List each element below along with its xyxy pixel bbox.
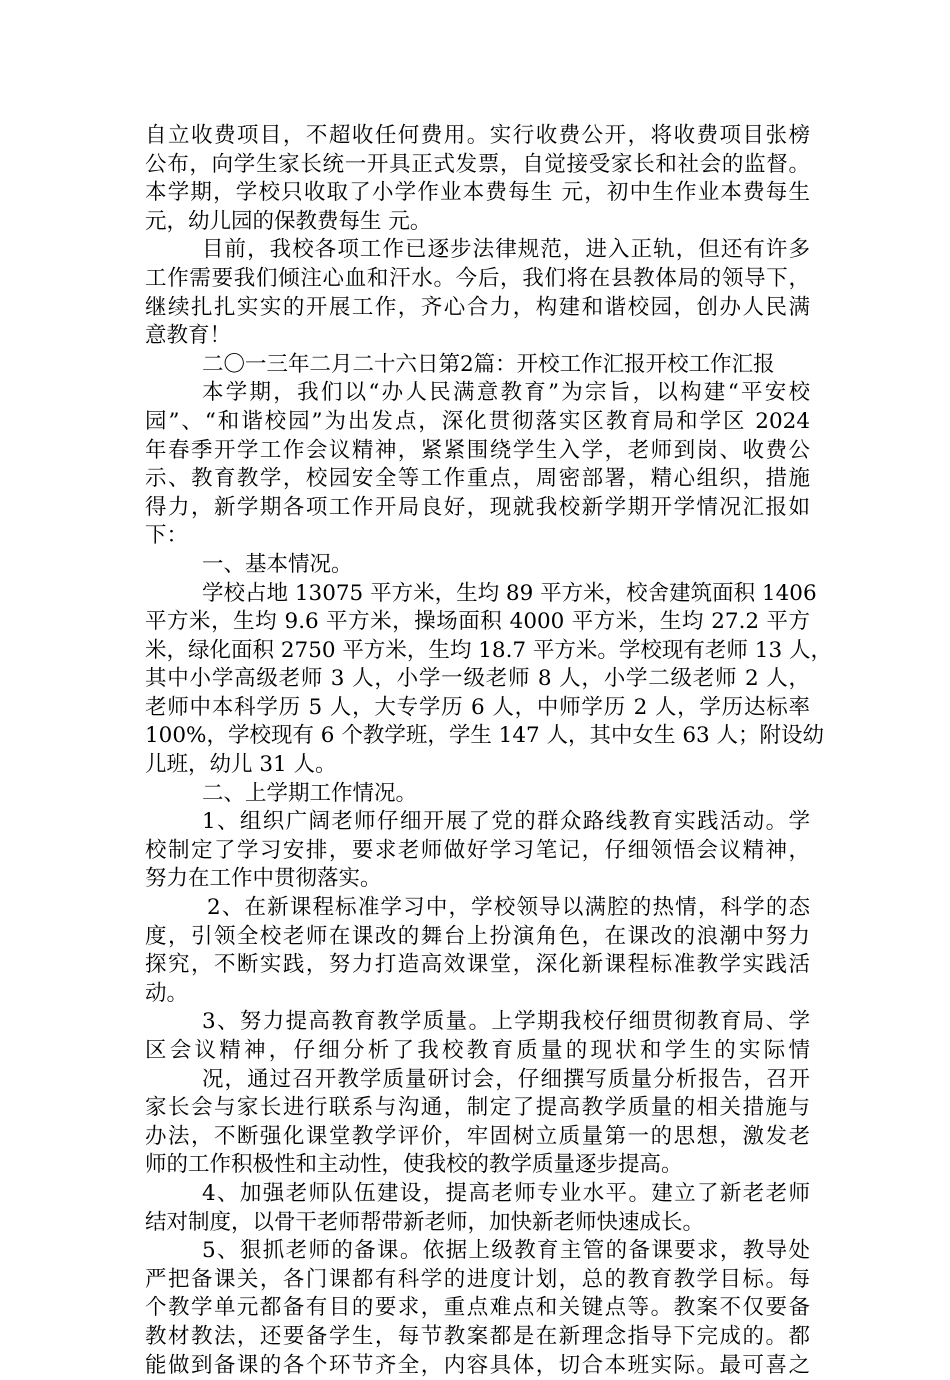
text-line: 示、教育教学，校园安全等工作重点，周密部署，精心组织，措施 [145,466,810,492]
text-line: 意教育！ [145,323,232,349]
paragraph-first-line: 4、加强老师队伍建设，提高老师专业水平。建立了新老老师 [202,1180,810,1206]
text-line: 家长会与家长进行联系与沟通，制定了提高教学质量的相关措施与 [145,1095,810,1121]
text-line: 努力在工作中贯彻落实。 [145,866,382,892]
document-body [145,122,832,1380]
text-line: 老师中本科学历 5 人，大专学历 6 人，中师学历 2 人，学历达标率 [145,694,810,720]
text-line: 米，绿化面积 2750 平方米，生均 18.7 平方米。学校现有老师 13 人， [145,637,832,663]
section-title-line: 二〇一三年二月二十六日第2篇：开校工作汇报开校工作汇报 [202,351,775,377]
heading-last-term-work: 二、上学期工作情况。 [202,780,418,806]
text-line: 下： [145,523,189,549]
text-line: 况，通过召开教学质量研讨会，仔细撰写质量分析报告，召开 [202,1066,810,1092]
text-line: 能做到备课的各个环节齐全，内容具体，切合本班实际。最可喜之 [145,1352,810,1378]
paragraph-first-line: 学校占地 13075 平方米，生均 89 平方米，校舍建筑面积 1406 [202,580,817,606]
text-line: 100%，学校现有 6 个教学班，学生 147 人，其中女生 63 人；附设幼 [145,723,825,749]
text-line: 度，引领全校老师在课改的舞台上扮演角色，在课改的浪潮中努力 [145,923,810,949]
text-line: 教材教法，还要备学生，每节教案都是在新理念指导下完成的。都 [145,1323,810,1349]
paragraph-first-line: 1、组织广阔老师仔细开展了党的群众路线教育实践活动。学 [202,809,810,835]
text-line: 元，幼儿园的保教费每生 元。 [145,208,432,234]
text-line: 工作需要我们倾注心血和汗水。今后，我们将在县教体局的领导下， [145,265,810,291]
text-line: 结对制度，以骨干老师帮带新老师，加快新老师快速成长。 [145,1209,705,1235]
text-line: 动。 [145,980,189,1006]
paragraph-first-line: 3、努力提高教育教学质量。上学期我校仔细贯彻教育局、学 [202,1009,810,1035]
text-line: 其中小学高级老师 3 人，小学一级老师 8 人，小学二级老师 2 人， [145,666,810,692]
text-line: 年春季开学工作会议精神，紧紧围绕学生入学，老师到岗、收费公 [145,437,810,463]
text-line: 得力，新学期各项工作开局良好，现就我校新学期开学情况汇报如 [145,494,810,520]
text-line: 区会议精神，仔细分析了我校教育质量的现状和学生的实际情 [145,1038,810,1063]
text-line: 平方米，生均 9.6 平方米，操场面积 4000 平方米，生均 27.2 平方 [145,609,810,635]
text-line: 校制定了学习安排，要求老师做好学习笔记，仔细领悟会议精神， [145,837,810,863]
text-line: 继续扎扎实实的开展工作，齐心合力，构建和谐校园，创办人民满 [145,294,810,320]
text-line: 办法，不断强化课堂教学评价，牢固树立质量第一的思想，激发老 [145,1123,810,1149]
text-line: 探究，不断实践，努力打造高效课堂，深化新课程标准教学实践活 [145,952,810,978]
text-line: 自立收费项目，不超收任何费用。实行收费公开，将收费项目张榜 [145,123,810,148]
paragraph-first-line: 本学期，我们以“办人民满意教育”为宗旨，以构建“平安校 [202,380,810,406]
paragraph-first-line: 5、狠抓老师的备课。依据上级教育主管的备课要求，教导处 [202,1238,810,1264]
text-line: 园”、“和谐校园”为出发点，深化贯彻落实区教育局和学区 2024 [145,408,810,434]
text-line: 师的工作积极性和主动性，使我校的教学质量逐步提高。 [145,1152,683,1178]
heading-basic-info: 一、基本情况。 [202,551,353,577]
text-line: 个教学单元都备有目的要求，重点难点和关键点等。教案不仅要备 [145,1295,810,1321]
paragraph-first-line: 目前，我校各项工作已逐步法律规范，进入正轨，但还有许多 [202,237,810,263]
paragraph-first-line: 2、在新课程标准学习中，学校领导以满腔的热情，科学的态 [207,895,810,921]
text-line: 公布，向学生家长统一开具正式发票，自觉接受家长和社会的监督。 [145,151,810,177]
text-line: 严把备课关，各门课都有科学的进度计划，总的教育教学目标。每 [145,1266,810,1292]
text-line: 本学期，学校只收取了小学作业本费每生 元，初中生作业本费每生 [145,180,810,206]
text-line: 儿班，幼儿 31 人。 [145,752,337,778]
